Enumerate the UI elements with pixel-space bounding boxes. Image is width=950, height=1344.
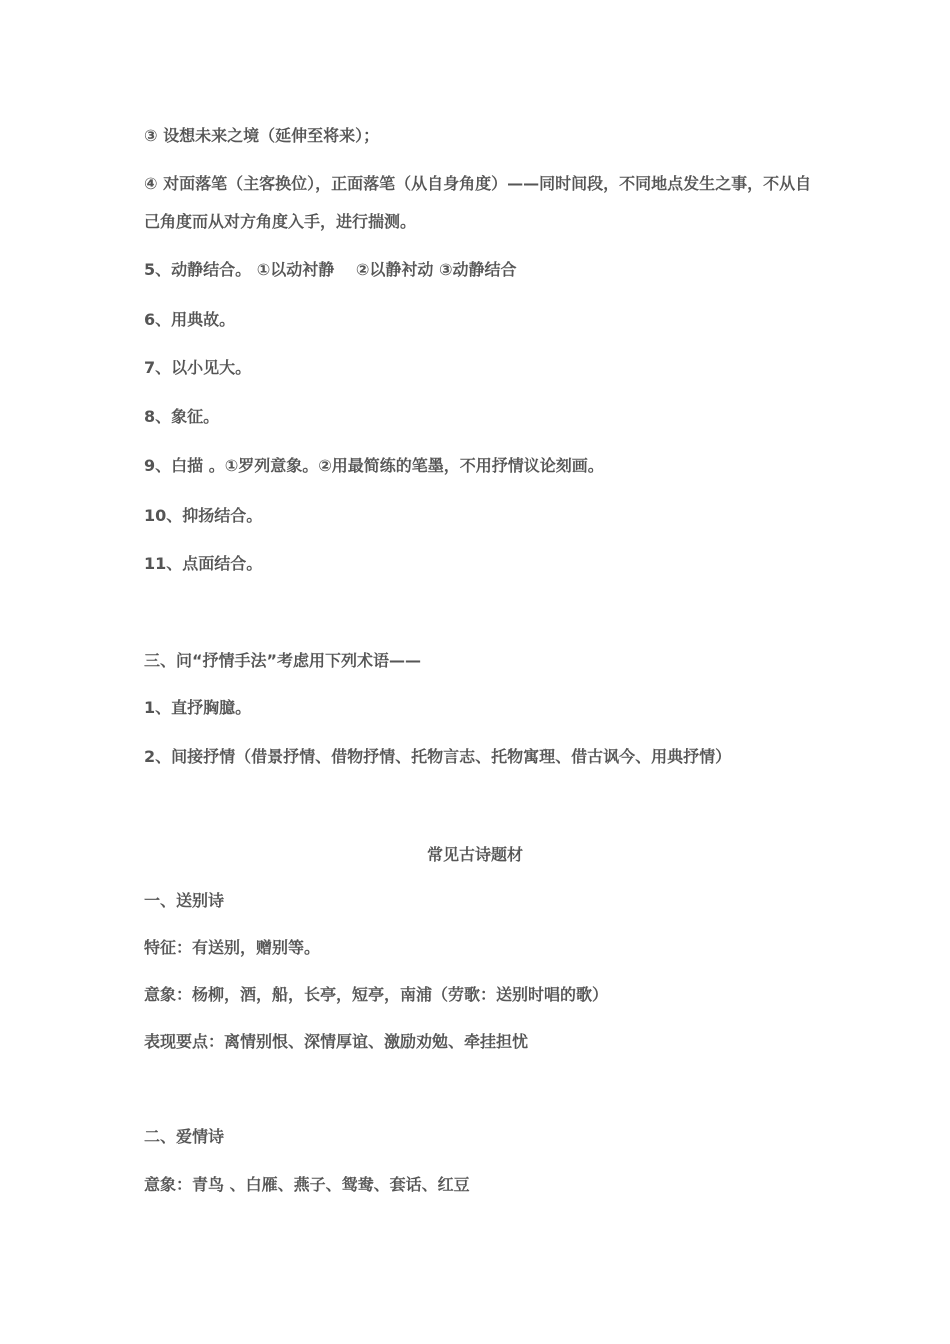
text-line: 5、动静结合。 ①以动衬静 ②以静衬动 ③动静结合 <box>144 260 517 279</box>
text-line: 7、以小见大。 <box>144 358 252 377</box>
text-line: 10、抑扬结合。 <box>144 506 263 525</box>
text-line: 特征：有送别，赠别等。 <box>144 938 321 957</box>
section-title: 常见古诗题材 <box>426 845 523 864</box>
text-line: ④ 对面落笔（主客换位），正面落笔（从自身角度）——同时间段，不同地点发生之事，不从自 <box>144 174 812 193</box>
text-line: 意象：青鸟 、白雁、燕子、鸳鸯、套话、红豆 <box>144 1175 470 1194</box>
text-line: 6、用典故。 <box>144 310 236 329</box>
text-line: 11、点面结合。 <box>144 554 263 573</box>
text-line: 9、白描 。①罗列意象。②用最简练的笔墨，不用抒情议论刻画。 <box>144 456 604 475</box>
text-line: 表现要点：离情别恨、深情厚谊、激励劝勉、牵挂担忧 <box>144 1032 529 1051</box>
section-heading: 一、送别诗 <box>144 891 225 910</box>
text-line: 2、间接抒情（借景抒情、借物抒情、托物言志、托物寓理、借古讽今、用典抒情） <box>144 747 732 766</box>
text-line: 8、象征。 <box>144 407 220 426</box>
section-heading: 三、问“抒情手法”考虑用下列术语—— <box>144 651 422 670</box>
text-line: ③ 设想未来之境（延伸至将来）； <box>144 126 380 145</box>
section-heading: 二、爱情诗 <box>144 1127 225 1146</box>
text-line: 意象：杨柳，酒，船，长亭，短亭，南浦（劳歌：送别时唱的歌） <box>144 985 609 1004</box>
text-line: 己角度而从对方角度入手，进行揣测。 <box>144 212 417 231</box>
text-line: 1、直抒胸臆。 <box>144 698 252 717</box>
